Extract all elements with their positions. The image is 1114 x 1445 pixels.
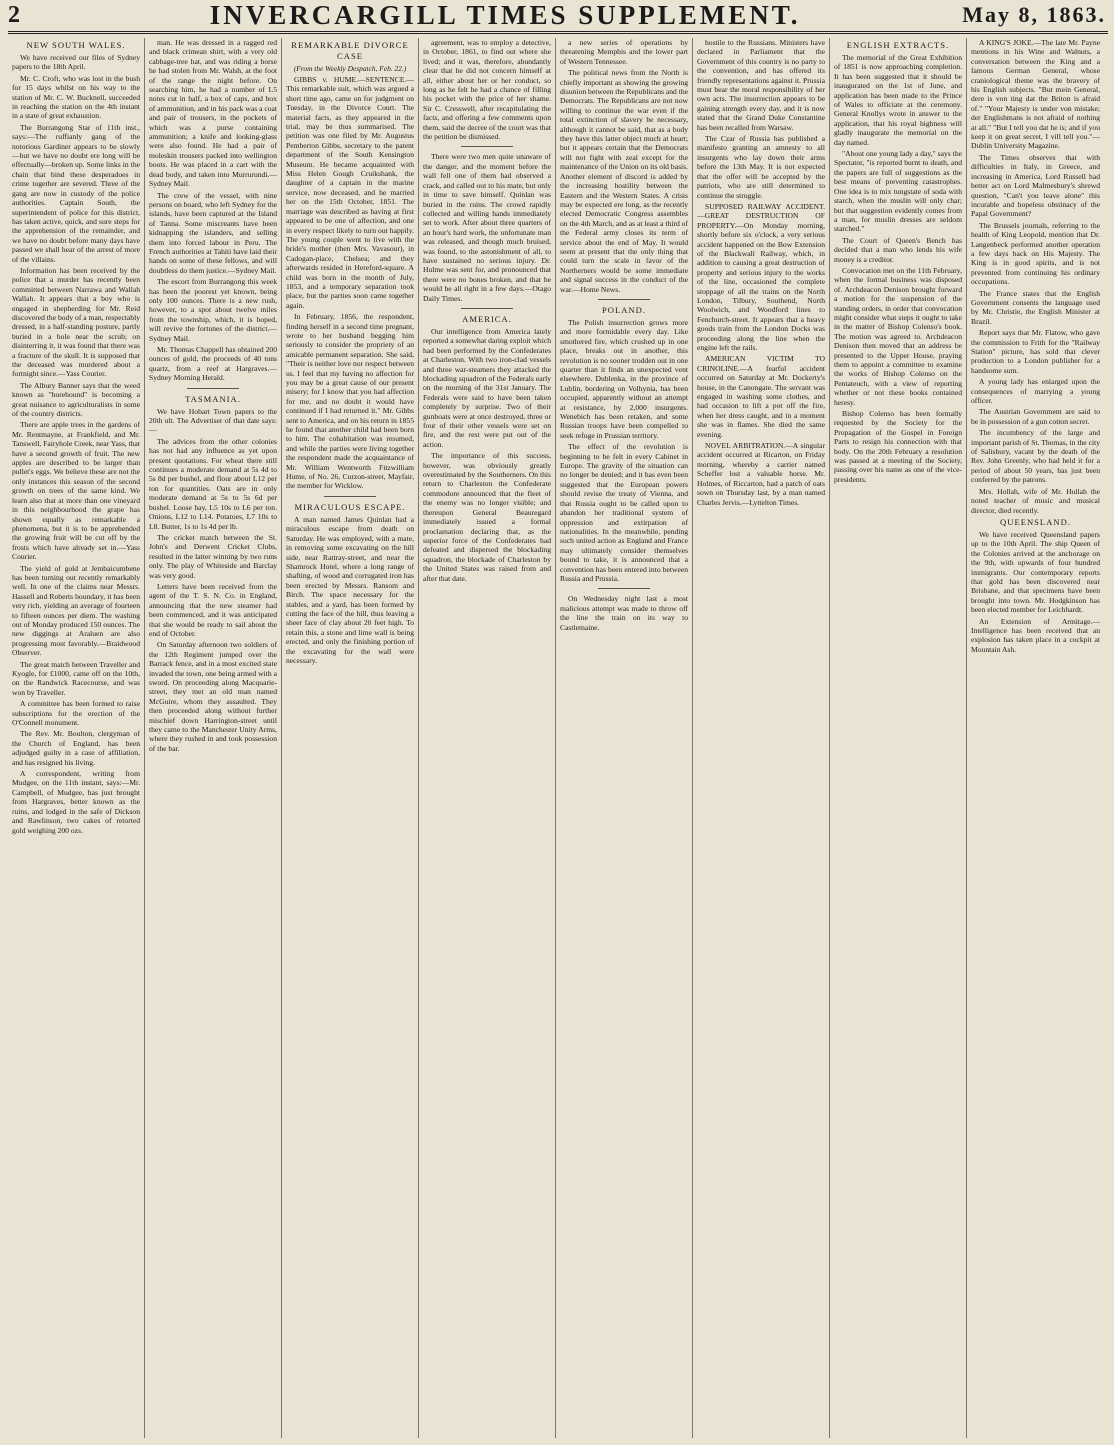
- paragraph: The Burrangong Star of 11th inst., says:—The ruffianly gang of the notorious Gardiner appears to be slowly—but we have no doubt ere long will be effectually—broken up. Some links in the chain that bind these desperadoes in crime together are severed. Three of the gang are now in custody of the police authorities. Captain South, the superintendent of police for this district, has taken active, quick, and sure steps for the apprehension of the remainder, and we have no doubt before many days have passed we shall hear of the arrest of more of the villains.: [12, 122, 140, 264]
- paragraph: AMERICAN VICTIM TO CRINOLINE.—A fearful accident occurred on Saturday at Mr. Dockerty's house, in the Canongate. The servant was engaged in washing some clothes, and had occasion to lift a pot off the fire, when her dress caught, and in a moment she was in flames. She died the same evening.: [697, 354, 825, 439]
- paragraph: GIBBS v. HUME.—SENTENCE.—This remarkable suit, which was argued a short time ago, came on for judgment on Tuesday, in the Divorce Court. The material facts, as they appeared in the trial, may be thus summarised. The petition was one filed by Mr. Augustus Pemberton Gibbs, secretary to the patent department of the South Kensington Museum. He became acquainted with Miss Helen Gough Cruikshank, the daughter of a captain in the marine service, now deceased, and he married her on the 15th October, 1851. The marriage was described as having at first appeared to be one of affection, and one in every respect likely to turn out happily. The young couple went to live with the bride's mother (then Mrs. Vavasour), in Cadogan-place, Chelsea; and they afterwards resided in Hereford-square. A child was born in the month of July, 1853, and a temporary separation took place, but the parties soon came together again.: [286, 75, 414, 310]
- column-8: [967, 38, 1104, 1438]
- column-6: [693, 38, 830, 1438]
- page-number: 2: [8, 1, 20, 28]
- column-4: [419, 38, 556, 1438]
- article-heading-divorce: REMARKABLE DIVORCE CASE: [291, 40, 409, 61]
- paragraph: The crew of the vessel, with nine persons on board, who left Sydney for the islands, have been captured at the Island of Tanna. Some miscreants have been kidnapping the islanders, and selling them into forced labour in Peru. The French authorities at Tahiti have laid their hands on some of these fellows, and will doubtless do them justice.—Sydney Mail.: [149, 190, 277, 275]
- article-heading-tasmania: TASMANIA.: [185, 393, 241, 404]
- section-divider: [461, 146, 512, 147]
- section-divider: [461, 308, 512, 309]
- page-columns: [8, 38, 1108, 1438]
- paragraph: agreement, was to employ a detective, in October, 1861, to find out where she lived; and it was, therefore, abundantly clear that he did not concern himself at all, either about her or her conduct, so long as he felt he had a chance of filling his pocket with the price of her shame. Sir C. Cresswell, after recapitulating the facts, and offering a few comments upon them, said the decree of the court was that the petition be dismissed.: [423, 38, 551, 142]
- paragraph: Mr. C. Croft, who was lost in the bush for 15 days whilst on his way to the station of Mr. C. W. Bucknell, succeeded in reaching the station on the 4th instant in a state of great exhaustion.: [12, 73, 140, 121]
- column-5: [556, 38, 693, 1438]
- article-heading-english-extracts: ENGLISH EXTRACTS.: [846, 40, 950, 50]
- paragraph: Report says that Mr. Flatow, who gave the commission to Frith for the "Railway Station" picture, has sold that clever production to a London publisher for a handsome sum.: [971, 328, 1100, 375]
- masthead-rule: [8, 31, 1108, 34]
- paragraph: The Austrian Government are said to be in possession of a gun cotton secret.: [971, 407, 1100, 426]
- column-1: [8, 38, 145, 1438]
- article-heading-america: AMERICA.: [462, 313, 512, 324]
- paragraph: Mrs. Hollah, wife of Mr. Hullah the noted teacher of music and musical director, died recently.: [971, 486, 1100, 515]
- column-3: [282, 38, 419, 1438]
- paragraph: A man named James Quinlan had a miraculous escape from death on Saturday. He was employed, with a mate, in removing some excavating on the hill side, near Rattray-street, and near the Shamrock Hotel, where a long range of shafting, of wood and corrugated iron has been erected by Messrs. Ransom and Birch. The space necessary for the stables, and a yard, has been formed by cutting the face of the hill, thus leaving a sheer face of clay about 20 feet high. To retain this, a stone and lime wall is being erected, and only the finishing portion of the excavating for the wall were necessary.: [286, 514, 414, 665]
- paragraph: The Brussels journals, referring to the health of King Leopold, mention that Dr. Langenbeck performed another operation a few days back on His Majesty. The King is in good spirits, and is not prevented from continuing his ordinary occupations.: [971, 220, 1100, 287]
- section-divider: [598, 299, 649, 300]
- paragraph: Convocation met on the 11th February, when the formal business was disposed of. Archdeacon Denison brought forward a motion for the suspension of the standing orders, in order that convocation might consider what steps it ought to take in the matter of Bishop Colenso's book. The motion was agreed to. Archdeacon Denison then moved that an address be presented to the Upper House, praying them to appoint a committee to examine the works of Bishop Colenso on the Pentateuch, with a view of reporting whether or not these books contained heresy.: [834, 265, 962, 407]
- paragraph: man. He was dressed in a ragged red and black crimean shirt, with a very old cabbage-tree hat, and was riding a horse he had stolen from Mr. Walsh, at the foot of the range the night before. On searching him, he had a number of L5 notes cut in half, a box of caps, and box of ammunition, and in his pack was a coat and pair of trousers, in the pockets of which was a purse containing ammunition; a knife and looking-glass were also found. He had a pair of moleskin trousers packed into wellington boots. He was placed in a cart with the dead body, and taken into Murrurundi.—Sydney Mail.: [149, 38, 278, 189]
- paragraph: The Polish insurrection grows more and more formidable every day. Like smothered fire, which crushed up in one place, breaks out in another, this revolution is no sooner trodden out in one quarter than it finds an unexpected vent elsewhere. Dublenka, in the province of Lublin, bordering on Volhynia, has been occupied, apparently without an attempt at resistance, by 2,000 insurgents. Wenebich has been retaken, and some Russian troops have been compelled to seek refuge in Prussian territory.: [560, 317, 688, 440]
- paragraph: Our intelligence from America lately reported a somewhat daring exploit which had been performed by the Confederates at Charleston. With two iron-clad vessels and three war-steamers they attacked the blockading squadron of the Federals early on the morning of the 31st January. The Federals were said to have been taken completely by surprise. Two of their gunboats were at once destroyed, three or four of their other vessels were set on fire, and the rest were put out of the action.: [423, 326, 551, 449]
- article-heading-queensland: QUEENSLAND.: [1000, 516, 1071, 527]
- masthead: [8, 0, 1106, 30]
- section-divider: [598, 588, 649, 589]
- paragraph: The escort from Burrangong this week has been the poorest yet known, being only 100 ounces. There is a new rush, however, to a spot about twelve miles from the township, which, it is hoped, will revive the fortunes of the district.—Sydney Mail.: [149, 277, 277, 343]
- paragraph: The importance of this success, however, was obviously greatly overestimated by the Southerners. On this return to Charleston the Confederate commodore announced that the fleet of the enemy was no longer visible; and thereupon General Beauregard immediately issued a formal proclamation declaring that, as the superior force of the Confederates had defeated and dispersed the blockading squadron, the blockade of Charleston by the United States was raised from and after that date.: [423, 451, 551, 583]
- paragraph: Information has been received by the police that a murder has recently been committed between Narrawa and Wallah Wallah. It appears that a boy who is engaged in shepherding for Mr. Reid discovered the body of a man, respectably dressed, in a half-standing posture, partly buried in a hole near the scrub; on disinterring it, it was found that there was a fracture of the skull. It is supposed that the deceased was murdered about a fortnight since.—Yass Courier.: [12, 265, 140, 379]
- paragraph: We have received our files of Sydney papers to the 18th April.: [12, 53, 140, 72]
- paragraph: Mr. Thomas Chappell has obtained 200 ounces of gold, the proceeds of 40 tons quartz, from a reef at Hargraves.—Sydney Morning Herald.: [149, 345, 277, 383]
- paragraph: The Albury Banner says that the weed known as "horehound" is becoming a great nuisance to agriculturalists in some of the country districts.: [12, 380, 140, 419]
- article-heading-poland: POLAND.: [601, 304, 646, 315]
- paragraph: There were two men quite unaware of the danger, and the moment before the wall fell one of them had observed a crack, and called out to his mate, but only in time to save himself. Quinlan was buried in the ruins. The crowd rapidly collected and willing hands immediately set to work. After about three quarters of an hour's hard work, the unfortunate man was released, and though much bruised, was found, to the astonishment of all, to have sustained no serious injury. Dr. Hulme was sent for, and pronounced that there were no bones broken, and that he would be all right in a few days.—Otago Daily Times.: [423, 152, 551, 303]
- paragraph: A KING'S JOKE.—The late Mr. Payne mentions in his Wine and Walnuts, a conversation between the King and a famous German General, whose craniological theme was the bravery of his English subjects. "But mein General, dere is von ting dat the Briton is afraid of." "Your Majesty is under von mistake; der Englishmans is not afraid of nothing at all." "But I tell you dat he is; and if you keep it on great secret, I vill tell you."—Dublin University Magazine.: [971, 38, 1100, 151]
- paragraph: On Wednesday night last a most malicious attempt was made to throw off the line the train on its way to Castlemaine.: [560, 594, 688, 632]
- paragraph: We have received Queensland papers up to the 10th April. The ship Queen of the Colonies arrived at the anchorage on the 9th, with upwards of four hundred immigrants. Our contemporary reports that gold has been discovered near Brisbane, and that specimens have been brought into town. Mr. Hodgkinson has been elected member for Leichhardt.: [971, 529, 1100, 615]
- paragraph: The great match between Traveller and Kyogle, for £1000, came off on the 10th, on the Randwick Racecourse, and was won by Traveller.: [12, 659, 140, 697]
- paragraph: A correspondent, writing from Mudgee, on the 11th instant, says:—Mr. Campbell, of Mudgee, has just brought from Hargraves, better known as the ruins, and lodged in the safe of Dickson and Rawlinson, two cakes of retorted gold weighing 200 ozs.: [12, 769, 140, 835]
- column-7: [830, 38, 967, 1438]
- paragraph: The Times observes that with difficulties in Italy, in Greece, and increasing in America, Lord Russell had better act on Lord Malmesbury's shrewd question, "Can't you leave alone" this incurable and hopeless obstinacy of the Papal Government?: [971, 152, 1100, 219]
- paragraph: NOVEL ARBITRATION.—A singular accident occurred at Ricarton, on Friday morning, whereby a carrier named Scheffer lost a valuable horse. Mr. Holmes, of Riccarton, had a patch of oats sown on Thursday last, by a man named Charles Jervis.—Lyttelton Times.: [697, 441, 825, 507]
- paragraph: The France states that the English Government consents the language used by Mr. Christie, the English Minister at Brazil.: [971, 288, 1100, 326]
- section-divider: [187, 388, 238, 389]
- issue-date: May 8, 1863.: [962, 2, 1106, 27]
- paragraph: An Extension of Armitage.—Intelligence has been received that an explosion has taken place in a cockpit at Mountain Ash.: [971, 616, 1100, 654]
- section-divider: [324, 496, 375, 497]
- article-source: (From the Weekly Despatch, Feb. 22.): [293, 64, 407, 73]
- paragraph: hostile to the Russians. Ministers have declared in Parliament that the Government of this country is no party to the convention, and has offered its friendly representations against it. Prussia must bear the moral responsibility of her own acts. The insurrection appears to be gaining strength every day, and it is now stated that the Grand Duke Constantine has been recalled from Warsaw.: [697, 38, 825, 132]
- paragraph: The memorial of the Great Exhibition of 1851 is now approaching completion. It has been suggested that it should be inaugurated on the 1st of June, and application has been made to the Prince of Wales to officiate at the ceremony. General Knollys wrote in answer to the application, that his royal highness will gladly inaugurate the memorial on the day named.: [834, 53, 962, 147]
- article-heading-escape: MIRACULOUS ESCAPE.: [294, 501, 406, 512]
- paragraph: The Rev. Mr. Boulton, clergyman of the Church of England, has been adjudged guilty in a case of affiliation, and has resigned his living.: [12, 729, 140, 767]
- paragraph: Letters have been received from the agent of the T. S. N. Co. in England, announcing that the new steamer had been commenced, and it was anticipated that she would be ready to sail about the end of October.: [149, 581, 277, 638]
- paragraph: The effect of the revolution is beginning to be felt in every Cabinet in Europe. The gravity of the situation can no longer be denied; and it has even been suggested that the European powers should revise the treaty of Vienna, and that Russia ought to be called upon to abandon her traditional system of oppression and extirpation of nationalities. In the meanwhile, pending such united action as England and France may ultimately consider themselves bound to take, it is announced that a convention has been entered into between Russia and Prussia.: [560, 442, 688, 583]
- paragraph: The advices from the other colonies has not had any influence as yet upon present quotations. For wheat there still continues a moderate demand at 5s 4d to 5s 8d per bushel, and flour about L12 per ton for quantities. Oats are in only moderate demand at 5s to 5s 6d per bushel. Loose hay, L5 10s to L6 per ton. Onions, L12 to L14. Potatoes, L7 10s to L8. Butter, 1s to 1s 4d per lb.: [149, 436, 277, 531]
- paragraph: A committee has been formed to raise subscriptions for the erection of the O'Connell monument.: [12, 699, 140, 728]
- paragraph: Bishop Colenso has been formally requested by the Society for the Propagation of the Gospel in Foreign Parts to resign his connection with that body. On the 20th February a resolution was passed at a meeting of the Society, passing over his name as one of the vice-presidents.: [834, 409, 962, 484]
- paragraph: "About one young lady a day," says the Spectator, "is reported burnt to death, and the papers are full of suggestions as the best means of preventing catastrophes. One idea is to mix tungstate of soda with starch, when the muslin will only char; but that suggestion evidently comes from a man, for muslin dresses are seldom starched.": [834, 149, 962, 234]
- paragraph: The Czar of Russia has published a manifesto granting an amnesty to all insurgents who lay down their arms before the 13th May. It is not expected that the offer will be accepted by the patriots, who are still determined to continue the struggle.: [697, 134, 825, 200]
- paragraph: The yield of gold at Jembaicumbene has been turning out recently remarkably well. In one of the claims near Messrs. Hassell and Roberts boundary, it has been very rich, yielding an average of fourteen to fifteen ounces per diem. The washing out of Monday produced 150 ounces. The new diggings at Araluen are also progressing most favorably.—Braidwood Observer.: [12, 563, 140, 658]
- column-2: [145, 38, 282, 1438]
- paragraph: There are apple trees in the gardens of Mr. Rentmayne, at Frankfield, and Mr. Tanswell, Fairyhole Creek, near Yass, that have a second growth of fruit. The new apples are described to be larger than pullet's eggs. We believe these are not the only instances this season of the second growth on trees of the same kind. We learn also that at more than one vineyard in this neighbourhood the grape has shown equally as remarkable a phenomena, but it is to be apprehended the growing fruit will be cut off by the frosts which have already set in.—Yass Courier.: [12, 420, 140, 562]
- paragraph: In February, 1856, the respondent, finding herself in a second time pregnant, wrote to her husband begging him seriously to consider the propriety of an amicable permanent separation. She said, "Their is neither love nor respect between us. I feel that my having no affection for you may be a great cause of our present misery; for I know that you had affection for me, and no doubt it would have continued if I had returned it." Mr. Gibbs sent to America, and on his return in 1855 he found that another child had been born to him. The cohabitation was resumed, and while the parties were living together the respondent made the acquaintance of Mr. William Wentworth Fitzwilliam Hume, of No. 26, Curzon-street, Mayfair, the member for Wicklow.: [286, 312, 414, 491]
- paragraph: SUPPOSED RAILWAY ACCIDENT.—GREAT DESTRUCTION OF PROPERTY.—On Monday morning, shortly before six o'clock, a very serious accident happened on the Bow Extension of the Blackwall Railway, which, in addition to causing a great destruction of property and serious injury to the works of the line, occasioned the complete stoppage of all the trains on the North London, Tilbury, Southend, North Woolwich, and Woodford lines to Fenchurch-street. It appears that a heavy goods train from the London Docks was proceeding along the line when the engine left the rails.: [697, 201, 825, 352]
- paragraph: The incumbency of the large and important parish of St. Thomas, in the city of Salisbury, vacant by the death of the Rev. John Greenly, who had held it for a period of about 50 years, has just been conferred by the patrons.: [971, 428, 1100, 485]
- paragraph: a new series of operations by threatening Memphis and the lower part of Western Tennessee.: [560, 38, 688, 66]
- paragraph: A young lady has enlarged upon the consequences of marrying a young officer.: [971, 377, 1100, 406]
- paragraph: We have Hobart Town papers to the 20th ult. The Advertiser of that date says:—: [149, 406, 277, 435]
- paragraph: The cricket match between the St. John's and Derwent Cricket Clubs, resulted in the latter winning by two runs only. The play of Whiteside and Barclay was very good.: [149, 532, 277, 580]
- newspaper-title: INVERCARGILL TIMES SUPPLEMENT.: [209, 0, 801, 30]
- paragraph: On Saturday afternoon two soldiers of the 12th Regiment jumped over the Barrack fence, and in a most excited state invaded the town, one being armed with a sword. On proceeding along Macquarie-street, they met an old man named McGuire, whom they assaulted. They then proceeded along without further mischief down Harrington-street until they came to the Manchester Unity Arms, where they rushed in and took possession of the bar.: [149, 640, 277, 753]
- paragraph: The political news from the North is chiefly important as showing the growing disunion between the Republicans and the Democrats. The Republicans are not now willing to continue the war even if the total extinction of slavery be necessary, although it cannot be said, that as a body they have this latter object much at heart; but it appears certain that the Democrats will not fight with zeal except for the maintenance of the Union on its old basis. Another element of discord is added by the increasing hostility between the Eastern and the Western States. A crisis may be expected ere long, as the recently elected Democratic Congress assembles on the 4th March, and as at least a third of the Federal army closes its term of service about the end of May. It would seem at present that the only thing that could turn the scale in favor of the Northerners would be some immediate and signal success in the conduct of the war.—Home News.: [560, 68, 689, 294]
- article-heading-nsw: NEW SOUTH WALES.: [26, 40, 126, 50]
- paragraph: The Court of Queen's Bench has decided that a man who lends his wife money is a creditor.: [834, 235, 962, 264]
